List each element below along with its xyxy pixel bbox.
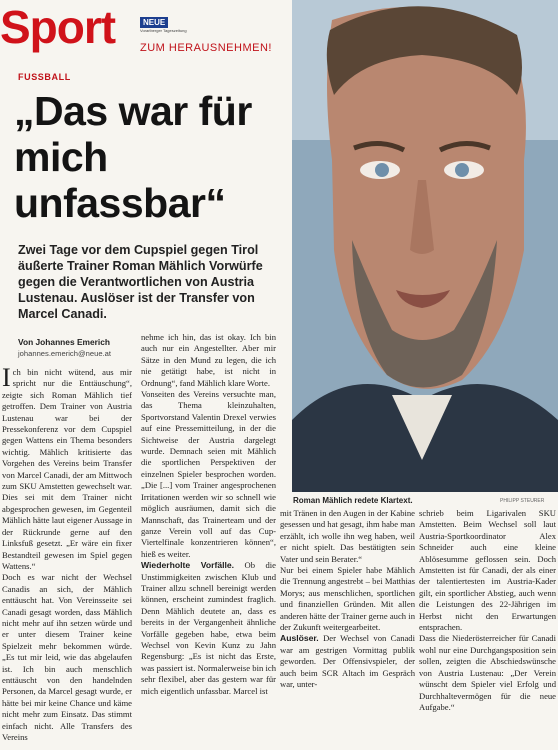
photo-caption: Roman Mählich redete Klartext. (293, 496, 413, 505)
paragraph: mit Tränen in den Augen in der Kabine gesessen und hat gesagt, ihm habe man erzählt, ich wolle ihn weg haben, weil er nicht spielt. Das bestätigten sein Vater und sein Berater.“ (280, 508, 415, 564)
article-column-3 (280, 508, 415, 750)
paragraph-text: Ob die Unstimmigkeiten zwischen Klub und Trainer allzu schnell bereinigt werden können, erscheint zumindest fraglich. Denn Mählich deutete an, dass es bereits in der Vergangenheit ähnliche Vorfälle gegeben habe, etwa beim Wechsel von Kevin Kunz zu Jahn Regensburg: „Es ist nicht das Erste, was passiert ist. Normalerweise bin ich sehr flexibel, aber das gestern war für mich eigentlich unfassbar. Marcel ist (141, 560, 276, 696)
article-column-2 (141, 332, 276, 750)
author-email: johannes.emerich@neue.at (18, 349, 111, 358)
portrait-illustration (292, 0, 558, 492)
section-title: Sport (0, 1, 116, 53)
neue-logo: NEUE (140, 17, 168, 28)
paragraph (141, 560, 276, 697)
subheading: Wiederholte Vorfälle. (141, 560, 235, 571)
photo-credit: PHILIPP STEURER (500, 498, 545, 504)
paragraph: Vonseiten des Vereins versuchte man, das Thema kleinzuhalten, Sportvorstand Valentin Drexel verwies auf eine Pressemitteilung, in der die Sichtweise der Austria dargelegt wurde. Demnach seien mit Mählich die sportlichen Perspektiven der einzelnen Spieler besprochen worden. „Die [...] vom Trainer angesprochenen Irritationen werden wir so schnell wie möglich ausräumen, damit sich die Mannschaft, das Trainerteam und der ganze Verein voll auf das Cup-Viertelfinale konzentrieren können“, hieß es weiter. (141, 389, 276, 559)
article-column-1 (2, 367, 132, 750)
neue-logo-subtitle: Vorarlberger Tageszeitung (140, 28, 187, 33)
paragraph-text: Der Wechsel von Canadi war am gestrigen Vormittag publik geworden. Der Offensivspieler, der auch beim SCR Altach im Gespräch war, unter- (280, 633, 415, 690)
paragraph: Doch es war nicht der Wechsel Canadis an sich, der Mählich enttäuscht hat. Von Vereinsseite sei Canadi gesagt worden, dass Mählich nicht mehr auf ihn setzen würde und er unter diesem Trainer keine Spielzeit mehr bekommen würde. „Es tut mir leid, wie das abgelaufen ist. Ich bin auch menschlich enttäuscht von den handelnden Personen, da Marcel gesagt wurde, er hätte bei mir keine Chance und käme nicht mehr zum Einsatz. Das stimmt einfach nicht. Alle Transfers des Vereins (2, 572, 132, 742)
masthead (0, 0, 290, 62)
paragraph: nehme ich hin, das ist okay. Ich bin auch nur ein Angestellter. Aber mir Sätze in den Mund zu legen, die ich nie getätigt habe, ist nicht in Ordnung“, fand Mählich klare Worte. (141, 332, 276, 388)
article-headline: „Das war für mich unfassbar“ (14, 88, 252, 226)
subheading: Auslöser. (280, 633, 319, 644)
article-column-4 (419, 508, 556, 750)
author-name: Von Johannes Emerich (18, 337, 110, 347)
paragraph: schrieb beim Ligarivalen SKU Amstetten. Beim Wechsel soll laut Austria-Sportkoordinator Alex Schneider auch eine kleine Ablösesumme geflossen sein. Doch Amstetten ist für Canadi, der als einer der talentiertesten im Austria-Kader gilt, ein sportlicher Abstieg, auch wenn die Leistungen des 22-Jährigen im Herbst nicht den Erwartungen entsprachen. (419, 508, 556, 633)
paragraph: Dass die Niederösterreicher für Canadi wohl nur eine Durchgangsposition sein sollen, zeigten die Abschiedswünsche von Austria Lustenau: „Der Verein wünscht dem Spieler viel Erfolg und Durchhaltevermögen für die neue Aufgabe.“ (419, 633, 556, 712)
drop-cap: I (2, 367, 11, 392)
article-lead: Zwei Tage vor dem Cupspiel gegen Tirol äußerte Trainer Roman Mählich Vorwürfe gegen die Verantwortlichen von Austria Lustenau. Auslöser ist der Transfer von Marcel Canadi. (18, 243, 263, 321)
paragraph (280, 633, 415, 690)
paragraph (2, 367, 132, 572)
paragraph-text: ch bin nicht wütend, aus mir spricht nur die Enttäuschung“, zeigte sich Roman Mählich tief getroffen. Dem Trainer von Austria Lustenau war bei der Pressekonferenz vor dem Cupspiel gegen Wattens ein Thema besonders wichtig. Mählich kritisierte das Vorgehen des Vereins beim Transfer von Marcel Canadi, der am Mittwoch zum SKU Amstetten gewechselt war. Dies sei mit dem Trainer nicht abgesprochen gewesen, im Gegenteil Mählich hätte laut eigener Aussage in der Rückrunde gerne auf den Linksfuß gesetzt. „Er wäre ein fixer Bestandteil gewesen im Spiel gegen Wattens.“ (2, 367, 132, 571)
paragraph: Nur bei einem Spieler habe Mählich die Trennung angestrebt – bei Matthias Morys; aus menschlichen, sportlichen und finanziellen Gründen. Mit allen anderen hätte der Trainer gerne auch in der Zukunft weitergearbeitet. (280, 565, 415, 633)
section-tag: ZUM HERAUSNEHMEN! (140, 42, 272, 54)
article-photo (292, 0, 558, 492)
article-kicker: FUSSBALL (18, 72, 71, 82)
